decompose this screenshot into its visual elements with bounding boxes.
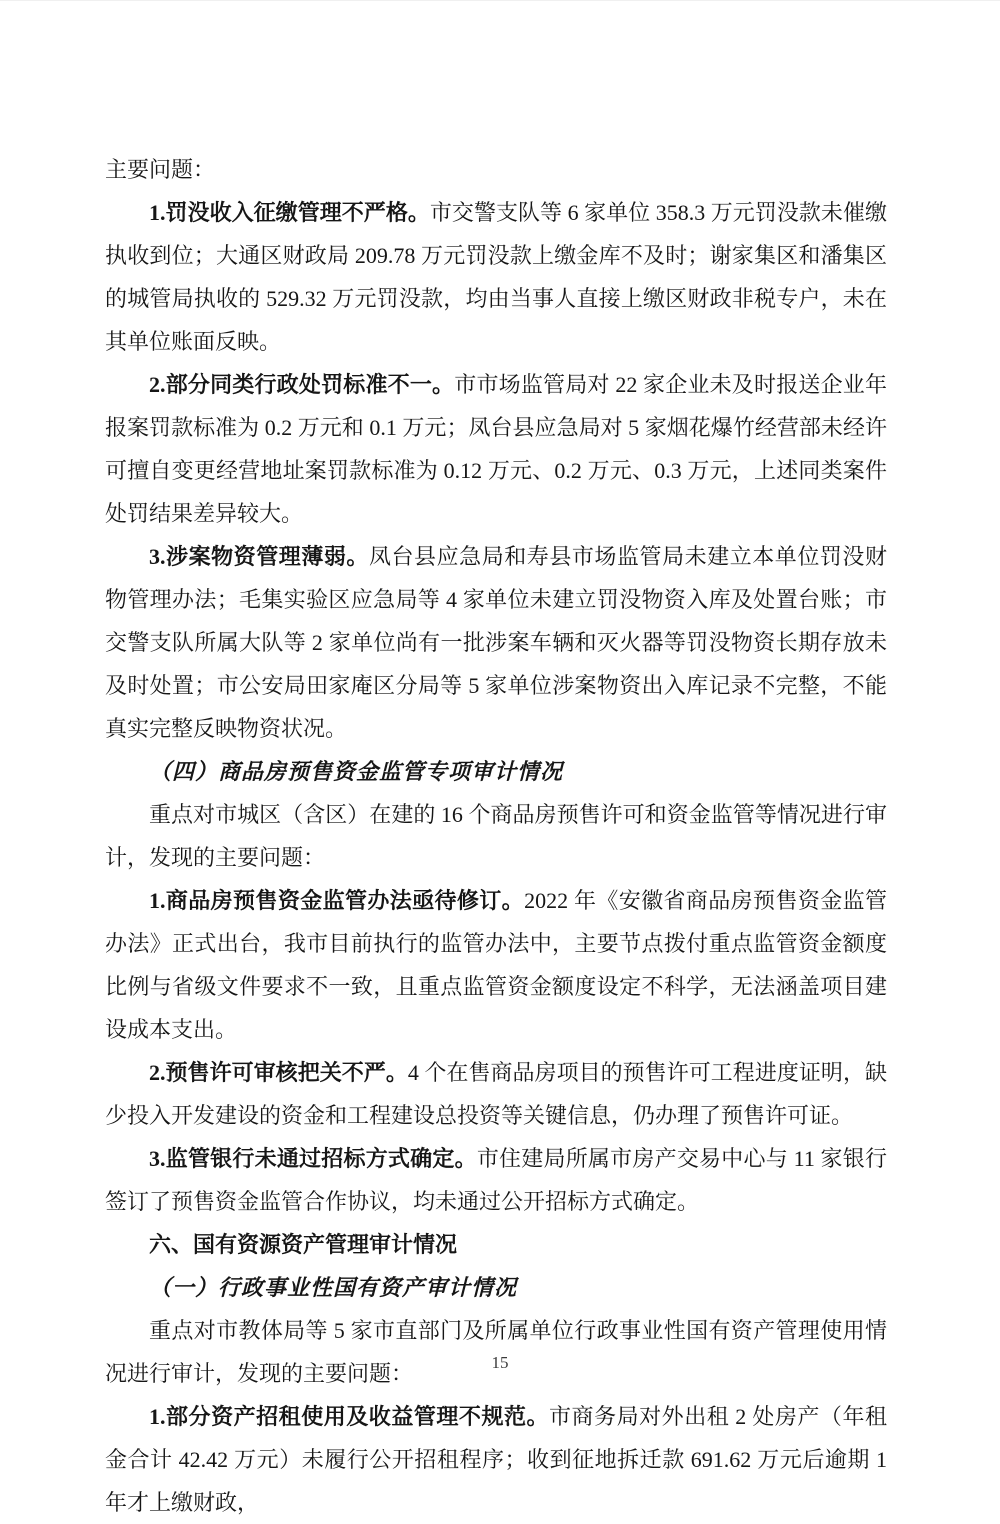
paragraph-text: 重点对市教体局等 5 家市直部门及所属单位行政事业性国有资产管理使用情况进行审计，发现的主要问题： bbox=[105, 1318, 887, 1386]
paragraph-main-issues-label bbox=[105, 148, 887, 191]
paragraph-text: 重点对市城区（含区）在建的 16 个商品房预售许可和资金监管等情况进行审计，发现的主要问题： bbox=[105, 802, 887, 870]
paragraph-penalty-issue-3 bbox=[105, 535, 887, 750]
paragraph-lead: 1.部分资产招租使用及收益管理不规范。 bbox=[149, 1404, 550, 1429]
paragraph-text: 4 个在售商品房项目的预售许可工程进度证明，缺少投入开发建设的资金和工程建设总投资等关键信息，仍办理了预售许可证。 bbox=[105, 1060, 887, 1128]
paragraph-penalty-issue-1 bbox=[105, 191, 887, 363]
paragraph-penalty-issue-2 bbox=[105, 363, 887, 535]
heading-text: （一）行政事业性国有资产审计情况 bbox=[149, 1275, 518, 1300]
paragraph-lead: 3.涉案物资管理薄弱。 bbox=[149, 544, 369, 569]
paragraph-text: 市商务局对外出租 2 处房产（年租金合计 42.42 万元）未履行公开招租程序；收到征地拆迁款 691.62 万元后逾期 1 年才上缴财政， bbox=[105, 1404, 887, 1515]
subsection-heading-admin-state-assets bbox=[105, 1266, 887, 1309]
paragraph-lead: 2.部分同类行政处罚标准不一。 bbox=[149, 372, 455, 397]
paragraph-text: 2022 年《安徽省商品房预售资金监管办法》正式出台，我市目前执行的监管办法中，主要节点拨付重点监管资金额度比例与省级文件要求不一致，且重点监管资金额度设定不科学，无法涵盖项目建设成本支出。 bbox=[105, 888, 887, 1042]
paragraph-presale-issue-1 bbox=[105, 879, 887, 1051]
heading-text: （四）商品房预售资金监管专项审计情况 bbox=[149, 759, 564, 784]
paragraph-presale-overview bbox=[105, 793, 887, 879]
section-heading-state-owned-assets bbox=[105, 1223, 887, 1266]
paragraph-assets-issue-1 bbox=[105, 1395, 887, 1524]
paragraph-lead: 3.监管银行未通过招标方式确定。 bbox=[149, 1146, 477, 1171]
paragraph-text: 凤台县应急局和寿县市场监管局未建立本单位罚没财物管理办法；毛集实验区应急局等 4 家单位未建立罚没物资入库及处置台账；市交警支队所属大队等 2 家单位尚有一批涉案车辆和灭火器等罚没物资长期存放未及时处置；市公安局田家庵区分局等 5 家单位涉案物资出入库记录不完整，不能真实完整反映物资状况。 bbox=[105, 544, 887, 741]
heading-text: 六、国有资源资产管理审计情况 bbox=[149, 1232, 458, 1257]
paragraph-presale-issue-2 bbox=[105, 1051, 887, 1137]
paragraph-lead: 1.罚没收入征缴管理不严格。 bbox=[149, 200, 430, 225]
paragraph-assets-overview bbox=[105, 1309, 887, 1395]
paragraph-text: 市住建局所属市房产交易中心与 11 家银行签订了预售资金监管合作协议，均未通过公开招标方式确定。 bbox=[105, 1146, 887, 1214]
paragraph-text: 市交警支队等 6 家单位 358.3 万元罚没款未催缴执收到位；大通区财政局 209.78 万元罚没款上缴金库不及时；谢家集区和潘集区的城管局执收的 529.32 万元罚没款，均由当事人直接上缴区财政非税专户，未在其单位账面反映。 bbox=[105, 200, 887, 354]
paragraph-lead: 1.商品房预售资金监管办法亟待修订。 bbox=[149, 888, 525, 913]
paragraph-lead: 2.预售许可审核把关不严。 bbox=[149, 1060, 408, 1085]
page-number: 15 bbox=[491, 1353, 509, 1372]
paragraph-text: 市市场监管局对 22 家企业未及时报送企业年报案罚款标准为 0.2 万元和 0.1 万元；凤台县应急局对 5 家烟花爆竹经营部未经许可擅自变更经营地址案罚款标准为 0.12 万元、0.2 万元、0.3 万元，上述同类案件处罚结果差异较大。 bbox=[105, 372, 887, 526]
paragraph-presale-issue-3 bbox=[105, 1137, 887, 1223]
paragraph-text: 主要问题： bbox=[105, 157, 216, 182]
subsection-heading-presale-funds-audit bbox=[105, 750, 887, 793]
